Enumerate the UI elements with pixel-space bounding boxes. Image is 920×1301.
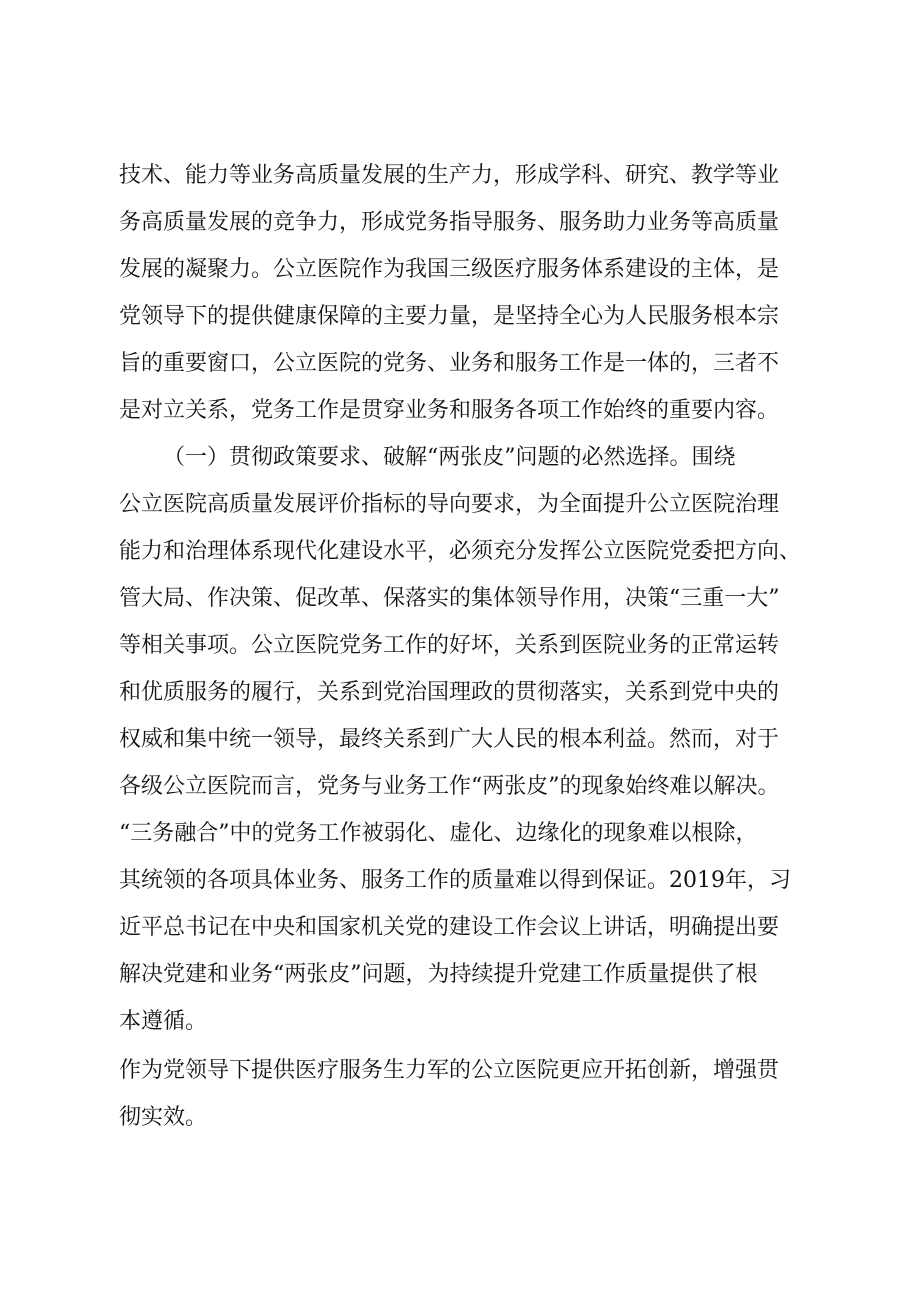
paragraph-2-line-4: 管大局、作决策、促改革、保落实的集体领导作用，决策“三重一大” [119, 586, 780, 611]
paragraph-2-line-11: 近平总书记在中央和国家机关党的建设工作会议上讲话，明确提出要 [119, 915, 780, 940]
paragraph-2-line-1: （一）贯彻政策要求、破解“两张皮”问题的必然选择。围绕 [163, 445, 736, 470]
paragraph-2-line-8: 各级公立医院而言，党务与业务工作“两张皮”的现象始终难以解决。 [119, 774, 780, 799]
paragraph-1-line-4: 党领导下的提供健康保障的主要力量，是坚持全心为人民服务根本宗 [119, 304, 780, 329]
paragraph-3-line-2: 彻实效。 [119, 1105, 208, 1130]
paragraph-1-line-1: 技术、能力等业务高质量发展的生产力，形成学科、研究、教学等业 [119, 163, 780, 188]
paragraph-1-line-6: 是对立关系，党务工作是贯穿业务和服务各项工作始终的重要内容。 [119, 398, 780, 423]
paragraph-3-line-1: 作为党领导下提供医疗服务生力军的公立医院更应开拓创新，增强贯 [119, 1058, 780, 1083]
paragraph-2-line-10: 其统领的各项具体业务、服务工作的质量难以得到保证。2019年，习 [119, 868, 791, 893]
paragraph-2-line-13: 本遵循。 [119, 1009, 208, 1034]
paragraph-1-line-3: 发展的凝聚力。公立医院作为我国三级医疗服务体系建设的主体，是 [119, 257, 780, 282]
paragraph-2-line-7: 权威和集中统一领导，最终关系到广大人民的根本利益。然而，对于 [119, 727, 780, 752]
paragraph-1-line-5: 旨的重要窗口，公立医院的党务、业务和服务工作是一体的，三者不 [119, 351, 780, 376]
paragraph-2-line-5: 等相关事项。公立医院党务工作的好坏，关系到医院业务的正常运转 [119, 633, 780, 658]
paragraph-1-line-2: 务高质量发展的竞争力，形成党务指导服务、服务助力业务等高质量 [119, 210, 780, 235]
paragraph-2-line-12: 解决党建和业务“两张皮”问题，为持续提升党建工作质量提供了根 [119, 962, 758, 987]
paragraph-2-line-2: 公立医院高质量发展评价指标的导向要求，为全面提升公立医院治理 [119, 492, 780, 517]
paragraph-2-line-6: 和优质服务的履行，关系到党治国理政的贯彻落实，关系到党中央的 [119, 680, 780, 705]
paragraph-2-line-9: “三务融合”中的党务工作被弱化、虚化、边缘化的现象难以根除， [119, 821, 758, 846]
paragraph-2-line-3: 能力和治理体系现代化建设水平，必须充分发挥公立医院党委把方向、 [119, 539, 802, 564]
